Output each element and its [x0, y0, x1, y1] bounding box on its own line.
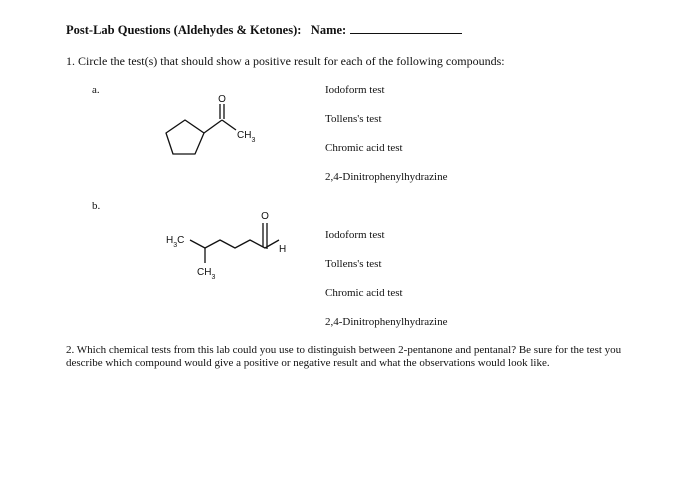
worksheet-title: [66, 22, 462, 38]
bond-ring-carbonyl: [204, 120, 222, 133]
test-a-iodoform[interactable]: Iodoform test: [325, 84, 385, 96]
bond-carbonyl-methyl: [222, 120, 236, 130]
test-a-dnph[interactable]: 2,4-Dinitrophenylhydrazine: [325, 171, 448, 183]
test-b-iodoform[interactable]: Iodoform test: [325, 229, 385, 241]
methyl-branch-label-b: $CH_3$: [197, 267, 216, 281]
test-b-dnph[interactable]: 2,4-Dinitrophenylhydrazine: [325, 316, 448, 328]
test-b-chromic-acid[interactable]: Chromic acid test: [325, 287, 403, 299]
question-1-prompt: 1. Circle the test(s) that should show a positive result for each of the following compounds:: [66, 54, 505, 68]
oxygen-label-b: O: [261, 211, 269, 222]
methyl-left-label-b: $H_3C$: [166, 235, 185, 249]
name-blank[interactable]: [350, 22, 462, 34]
hydrogen-label-b: H: [279, 244, 287, 255]
cyclopentane-ring: [166, 120, 204, 154]
test-b-tollens[interactable]: Tollens's test: [325, 258, 382, 270]
test-a-tollens[interactable]: Tollens's test: [325, 113, 382, 125]
carbon-chain: [190, 240, 279, 248]
title-text: Post-Lab Questions (Aldehydes & Ketones):: [66, 23, 302, 37]
part-a-label: a.: [92, 84, 100, 96]
question-2-text: 2. Which chemical tests from this lab could you use to distinguish between 2-pentanone and pentanal? Be sure for the test you describe which compound would give a positive or negative result and what the observations would look like.: [66, 344, 622, 369]
structure-b-methylpentanal: [160, 208, 300, 283]
methyl-label-a: $CH_3$: [237, 130, 256, 144]
structure-a-cyclopentyl-methyl-ketone: [160, 92, 270, 162]
name-label: Name:: [310, 23, 347, 37]
part-b-label: b.: [92, 200, 101, 212]
test-a-chromic-acid[interactable]: Chromic acid test: [325, 142, 403, 154]
oxygen-label-a: O: [218, 94, 226, 105]
